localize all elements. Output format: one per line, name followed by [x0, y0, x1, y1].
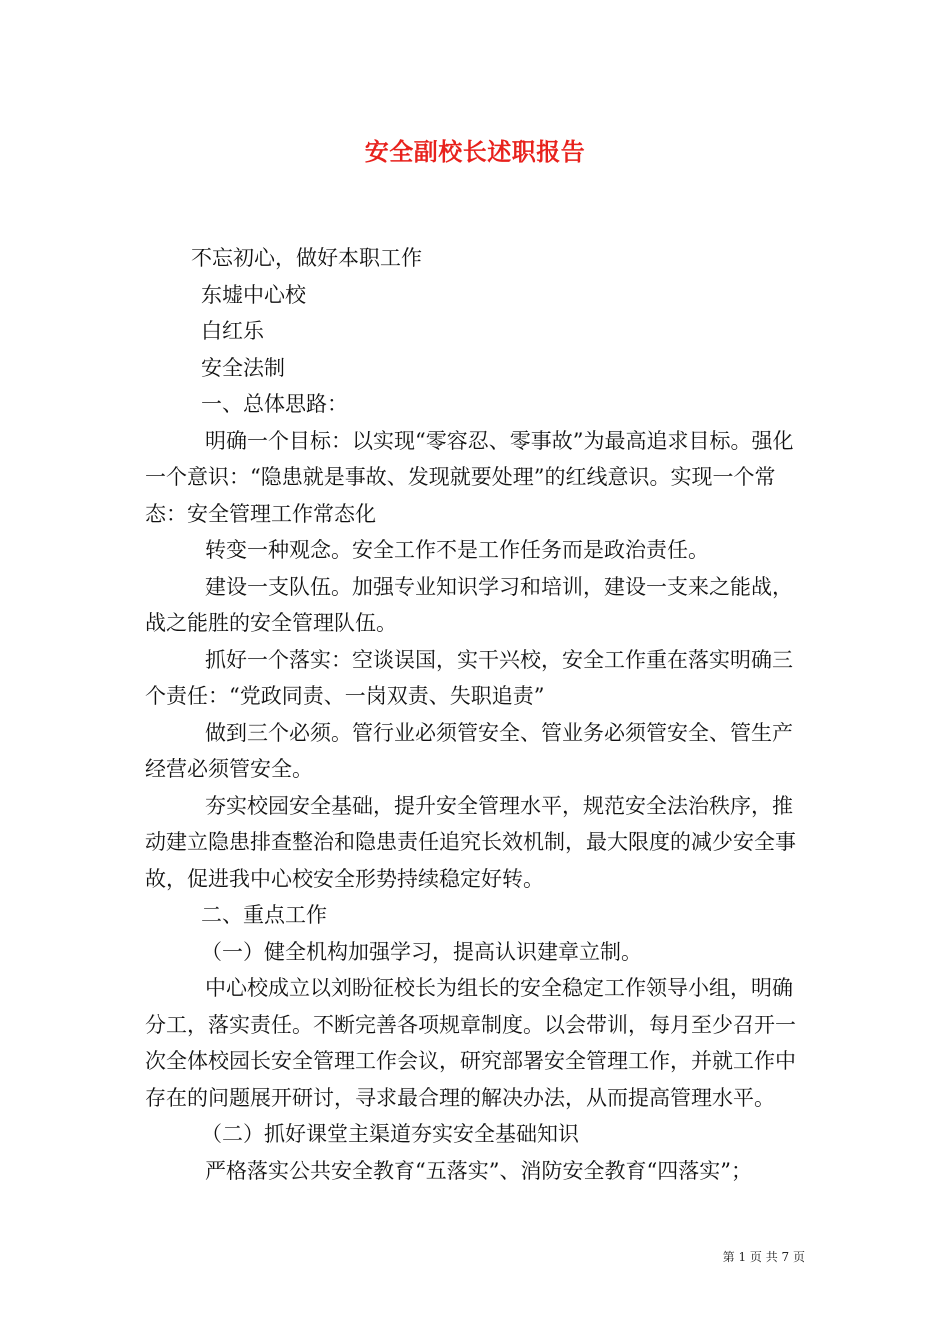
paragraph: 抓好一个落实：空谈误国，实干兴校，安全工作重在落实明确三个责任：“党政同责、一岗双责、失职追责”	[145, 647, 793, 708]
paragraph: 建设一支队伍。加强专业知识学习和培训，建设一支来之能战，战之能胜的安全管理队伍。	[145, 574, 793, 635]
document-title: 安全副校长述职报告	[364, 137, 586, 166]
subsection-heading-1: （一）健全机构加强学习，提高认识建章立制。	[201, 939, 642, 964]
paragraph: 中心校成立以刘盼征校长为组长的安全稳定工作领导小组，明确分工，落实责任。不断完善各项规章制度。以会带训，每月至少召开一次全体校园长安全管理工作会议，研究部署安全管理工作，并就工作中存在的问题展开研讨，寻求最合理的解决办法，从而提高管理水平。	[145, 976, 796, 1110]
paragraph: 明确一个目标：以实现“零容忍、零事故”为最高追求目标。强化一个意识：“隐患就是事故、发现就要处理”的红线意识。实现一个常态：安全管理工作常态化	[145, 428, 794, 526]
section-heading-2: 二、重点工作	[201, 903, 327, 927]
subsection-heading-2: （二）抓好课堂主渠道夯实安全基础知识	[201, 1122, 579, 1146]
paragraph-subtitle: 不忘初心，做好本职工作	[191, 246, 422, 270]
document-body	[145, 240, 810, 1189]
page-footer: 第 1 页 共 7 页	[722, 1250, 805, 1264]
paragraph: 做到三个必须。管行业必须管安全、管业务必须管安全、管生产经营必须管安全。	[145, 720, 793, 781]
paragraph-school: 东墟中心校	[201, 282, 306, 307]
paragraph-author: 白红乐	[201, 319, 264, 343]
paragraph: 夯实校园安全基础，提升安全管理水平，规范安全法治秩序，推动建立隐患排查整治和隐患责任追究长效机制，最大限度的减少安全事故，促进我中心校安全形势持续稳定好转。	[145, 793, 796, 891]
paragraph-category: 安全法制	[201, 355, 285, 380]
paragraph: 严格落实公共安全教育“五落实”、消防安全教育“四落实”；	[205, 1158, 752, 1183]
paragraph: 转变一种观念。安全工作不是工作任务而是政治责任。	[205, 538, 709, 562]
section-heading-1: 一、总体思路：	[201, 392, 348, 416]
